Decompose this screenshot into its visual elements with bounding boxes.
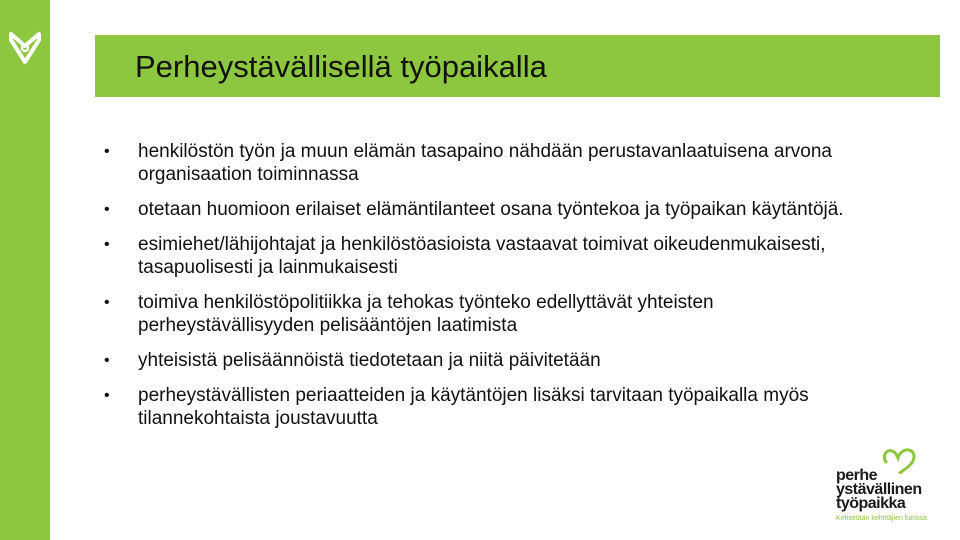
bullet-marker: • <box>104 236 110 253</box>
brand-chevron-icon <box>8 28 42 66</box>
bullet-text: yhteisistä pelisäännöistä tiedotetaan ja niitä päivitetään <box>138 350 601 371</box>
bullet-marker: • <box>104 201 110 218</box>
brand-line-1: perhe <box>836 467 878 484</box>
bullet-text: perheystävällisten periaatteiden ja käytäntöjen lisäksi tarvitaan työpaikalla myös tilannekohtaista joustavuutta <box>138 385 809 429</box>
bullet-item <box>104 233 892 279</box>
bullet-text: toimiva henkilöstöpolitiikka ja tehokas työnteko edellyttävät yhteisten perheystävällisyyden pelisääntöjen laatimista <box>138 292 714 336</box>
brand-tagline: Kehitetään kehittäjien kanssa <box>836 515 928 522</box>
heart-icon <box>882 448 918 474</box>
bullet-item <box>104 384 892 430</box>
bullet-text: henkilöstön työn ja muun elämän tasapaino nähdään perustavanlaatuisena arvona organisaation toiminnassa <box>138 141 832 185</box>
bullet-item <box>104 198 892 221</box>
bullet-text: esimiehet/lähijohtajat ja henkilöstöasioista vastaavat toimivat oikeudenmukaisesti, tasapuolisesti ja lainmukaisesti <box>138 234 826 278</box>
bullet-marker: • <box>104 387 110 404</box>
bullet-marker: • <box>104 352 110 369</box>
slide-title: Perheystävällisellä työpaikalla <box>135 49 547 84</box>
bullet-text: otetaan huomioon erilaiset elämäntilanteet osana työntekoa ja työpaikan käytäntöjä. <box>138 199 844 220</box>
bullet-item <box>104 140 892 186</box>
bullet-marker: • <box>104 143 110 160</box>
bullet-marker: • <box>104 294 110 311</box>
brand-logo <box>836 446 946 528</box>
brand-line-3: työpaikka <box>836 495 906 512</box>
side-accent-bar <box>0 0 50 540</box>
title-band <box>95 35 940 97</box>
bullet-item <box>104 291 892 337</box>
brand-line-2: ystävällinen <box>836 481 922 498</box>
bullet-list <box>104 140 892 442</box>
bullet-item <box>104 349 892 372</box>
